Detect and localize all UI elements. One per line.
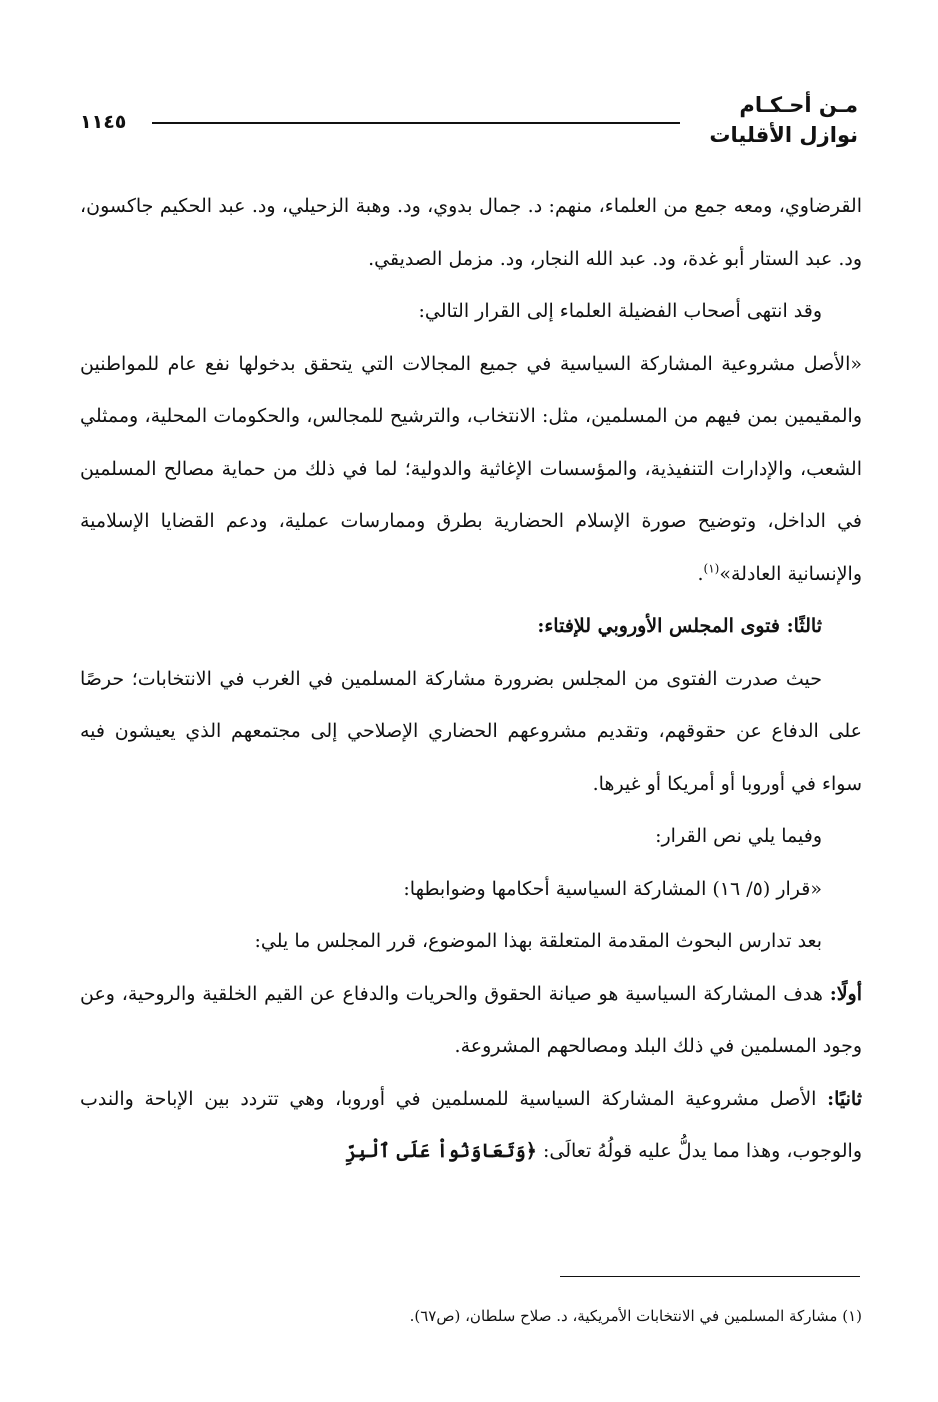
- header-title-line-2: نوازل الأقليات: [709, 123, 858, 147]
- paragraph-decision-text-intro: وفيما يلي نص القرار:: [655, 825, 822, 847]
- footnote-reference[interactable]: (١): [703, 561, 720, 576]
- paragraph-fatwa: حيث صدرت الفتوى من المجلس بضرورة مشاركة المسلمين في الغرب في الانتخابات؛ حرصًا على الدفاع عن حقوقهم، وتقديم مشروعهم الحضاري الإصلاحي إلى مجتمعهم الذي يعيشون فيه سواء في أوروبا أو أمريكا أو غيرها.: [80, 667, 862, 795]
- section-heading: ثالثًا: فتوى المجلس الأوروبي للإفتاء:: [537, 615, 822, 637]
- paragraph-council-decided: بعد تدارس البحوث المقدمة المتعلقة بهذا الموضوع، قرر المجلس ما يلي:: [254, 930, 822, 952]
- body-text: [80, 180, 862, 1178]
- first-point-text: هدف المشاركة السياسية هو صيانة الحقوق والحريات والدفاع عن القيم الخلقية والروحية، وعن وجود المسلمين في ذلك البلد ومصالحهم المشروعة.: [80, 982, 862, 1057]
- first-point-label: أولًا:: [829, 982, 862, 1005]
- header-title-line-1: مـن أحـكـام: [739, 93, 858, 117]
- header-rule: [152, 122, 680, 124]
- decision-quote-text: «الأصل مشروعية المشاركة السياسية في جميع المجالات التي يتحقق بدخولها نفع عام للمواطنين والمقيمين بمن فيهم من المسلمين، مثل: الانتخاب، والترشيح للمجالس، والحكومات المحلية، وممثلي الشعب، والإدارات التنفيذية، والمؤسسات الإغاثية والدولية؛ لما في ذلك من حماية مصالح المسلمين في الداخل، وتوضيح صورة الإسلام الحضارية بطرق وممارسات عملية، ودعم القضايا الإسلامية والإنسانية العادلة»: [80, 352, 862, 585]
- footnote-rule: [560, 1276, 860, 1277]
- footnote: (١) مشاركة المسلمين في الانتخابات الأمريكية، د. صلاح سلطان، (ص٦٧).: [409, 1307, 862, 1325]
- paragraph-resolution-title: «قرار (٥/ ١٦) المشاركة السياسية أحكامها وضوابطها:: [403, 877, 822, 900]
- paragraph-first-point: [80, 968, 862, 1073]
- page-number: ١١٤٥: [80, 111, 127, 133]
- decision-quote-end: .: [697, 562, 704, 585]
- quran-verse: ﴿وَتَعَاوَنُواْ عَلَى ٱلْبِرِّ: [345, 1140, 537, 1162]
- paragraph-scholars: القرضاوي، ومعه جمع من العلماء، منهم: د. جمال بدوي، ود. وهبة الزحيلي، ود. عبد الحكيم جاكسون، ود. عبد الستار أبو غدة، ود. عبد الله النجار، ود. مزمل الصديقي.: [80, 195, 862, 270]
- paragraph-second-point: [80, 1073, 862, 1178]
- running-header-title: [658, 90, 858, 150]
- second-point-label: ثانيًا:: [827, 1087, 862, 1110]
- paragraph-decision-quote: [80, 338, 862, 601]
- paragraph-decision-intro: وقد انتهى أصحاب الفضيلة العلماء إلى القرار التالي:: [418, 300, 822, 322]
- second-point-text: الأصل مشروعية المشاركة السياسية للمسلمين في أوروبا، وهي تتردد بين الإباحة والندب والوجوب، وهذا مما يدلُّ عليه قولُهُ تعالَى:: [80, 1087, 862, 1162]
